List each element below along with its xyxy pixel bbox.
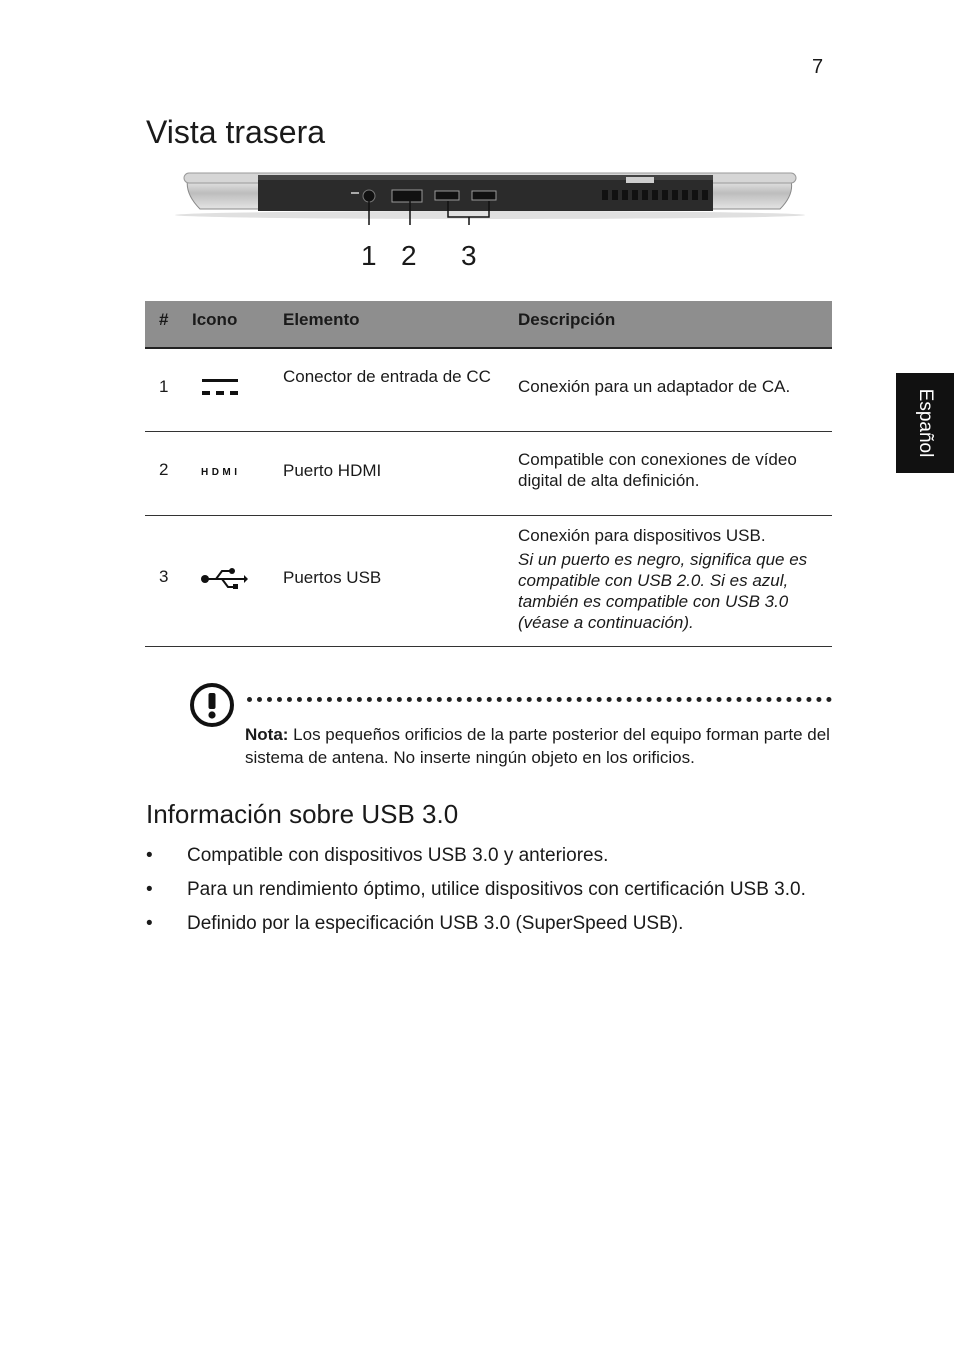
page-title: Vista trasera — [146, 114, 326, 150]
row-element: Puerto HDMI — [283, 461, 382, 480]
usb-icon — [200, 566, 248, 595]
bullet: • — [146, 913, 153, 934]
callout-1: 1 — [361, 240, 377, 271]
table-row — [145, 349, 832, 432]
list-item-text: Compatible con dispositivos USB 3.0 y anteriores. — [187, 845, 609, 866]
language-tab — [896, 373, 954, 473]
usb-section-heading: Información sobre USB 3.0 — [146, 799, 459, 829]
note-divider — [247, 697, 832, 702]
table-header — [145, 301, 832, 349]
dc-in-icon — [200, 377, 240, 404]
bullet: • — [146, 879, 153, 900]
header-icon: Icono — [192, 310, 238, 329]
hdmi-icon — [200, 463, 240, 483]
svg-text:HDMI: HDMI — [201, 467, 237, 478]
bullet: • — [146, 845, 153, 866]
list-item — [146, 877, 826, 902]
row-description: Conexión para dispositivos USB. — [518, 526, 766, 545]
note-text — [245, 723, 835, 769]
header-element: Elemento — [283, 310, 360, 329]
callout-3: 3 — [461, 240, 477, 271]
usb-info-list — [146, 843, 826, 945]
row-element: Puertos USB — [283, 568, 382, 587]
row-description: Compatible con conexiones de vídeo digital de alta definición. — [518, 450, 797, 490]
note-body: Los pequeños orificios de la parte posterior del equipo forman parte del sistema de antena. No inserte ningún objeto en los orificios. — [245, 725, 830, 767]
list-item-text: Para un rendimiento óptimo, utilice dispositivos con certificación USB 3.0. — [187, 879, 806, 900]
header-num: # — [159, 310, 169, 329]
table-row — [145, 516, 832, 647]
row-num: 2 — [159, 460, 169, 479]
ports-table — [145, 301, 832, 647]
page-number: 7 — [812, 56, 824, 78]
callout-2: 2 — [401, 240, 417, 271]
list-item-text: Definido por la especificación USB 3.0 (SuperSpeed USB). — [187, 913, 684, 934]
row-description-note: Si un puerto es negro, significa que es compatible con USB 2.0. Si es azul, también es compatible con USB 3.0 (véase a continuación). — [518, 550, 808, 632]
header-description: Descripción — [518, 310, 616, 329]
row-description-block — [518, 525, 818, 633]
laptop-rear-view-image — [170, 165, 810, 225]
list-item — [146, 843, 826, 868]
language-tab-label: Español — [915, 388, 936, 458]
list-item — [146, 911, 826, 936]
note-label: Nota: — [245, 725, 289, 744]
row-description: Conexión para un adaptador de CA. — [518, 377, 791, 396]
row-num: 3 — [159, 567, 169, 586]
exclamation-icon — [189, 682, 235, 728]
table-row — [145, 432, 832, 516]
row-num: 1 — [159, 377, 169, 396]
row-element: Conector de entrada de CC — [283, 367, 491, 386]
